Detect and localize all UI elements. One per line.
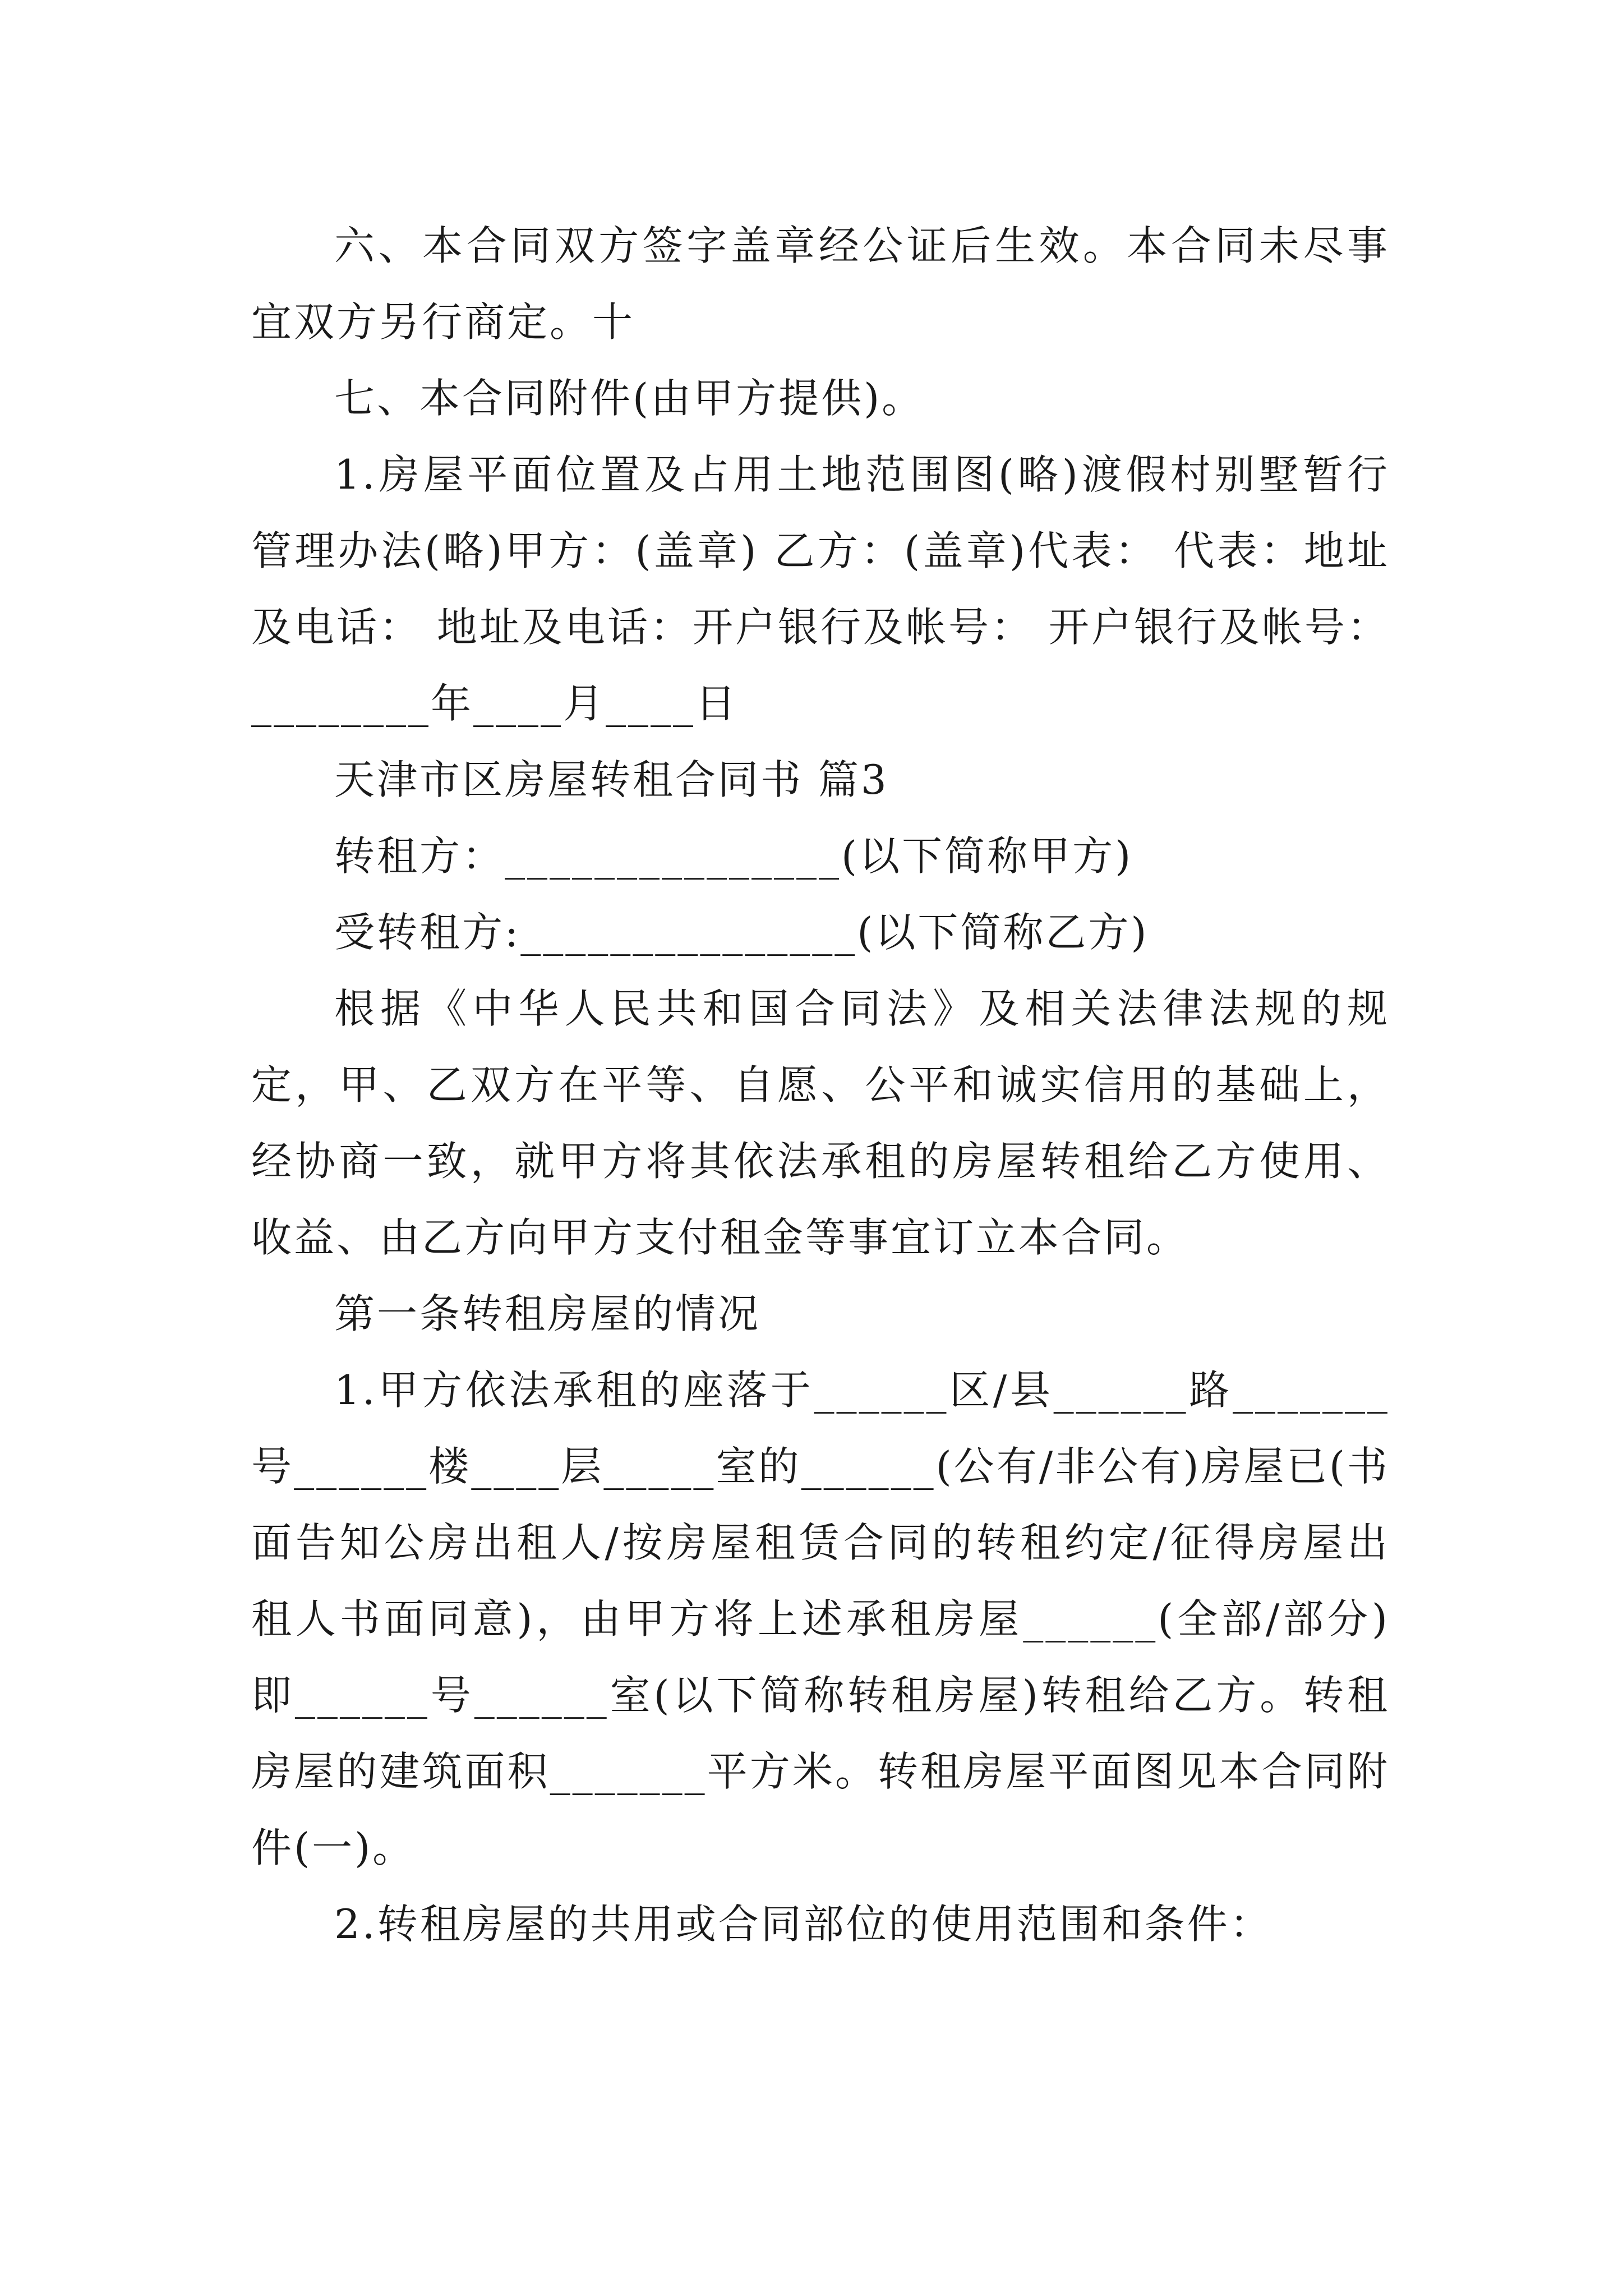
section-title: 天津市区房屋转租合同书 篇3 bbox=[334, 756, 889, 803]
party-b-line: 受转租方:_______________(以下简称乙方) bbox=[334, 909, 1149, 956]
paragraph-property-details: 1.甲方依法承租的座落于______区/县______路_______号______楼____层_____室的______(公有/非公有)房屋已(书面告知公房出租人/按房屋租赁合同的转租约定/征得房屋出租人书面同意)，由甲方将上述承租房屋______(全部/部分)即______号______室(以下简称转租房屋)转租给乙方。转租房屋的建筑面积_______平方米。转租房屋平面图见本合同附件(一)。 bbox=[251, 1366, 1390, 1871]
document-body bbox=[251, 208, 1390, 1962]
paragraph-clause-six: 六、本合同双方签字盖章经公证后生效。本合同未尽事宜双方另行商定。十 bbox=[251, 222, 1390, 346]
paragraph-clause-seven: 七、本合同附件(由甲方提供)。 bbox=[334, 375, 925, 422]
paragraph-shared-areas: 2.转租房屋的共用或合同部位的使用范围和条件： bbox=[334, 1901, 1272, 1948]
party-a-line: 转租方：_______________(以下简称甲方) bbox=[334, 832, 1133, 880]
article-one-heading: 第一条转租房屋的情况 bbox=[334, 1290, 761, 1337]
paragraph-attachments-signatures: 1.房屋平面位置及占用土地范围图(略)渡假村别墅暂行管理办法(略)甲方：(盖章) 乙方：(盖章)代表： 代表：地址及电话： 地址及电话：开户银行及帐号： 开户银行及帐号：________年____月____日 bbox=[251, 451, 1390, 727]
paragraph-preamble: 根据《中华人民共和国合同法》及相关法律法规的规定，甲、乙双方在平等、自愿、公平和诚实信用的基础上，经协商一致，就甲方将其依法承租的房屋转租给乙方使用、收益、由乙方向甲方支付租金等事宜订立本合同。 bbox=[251, 985, 1390, 1261]
